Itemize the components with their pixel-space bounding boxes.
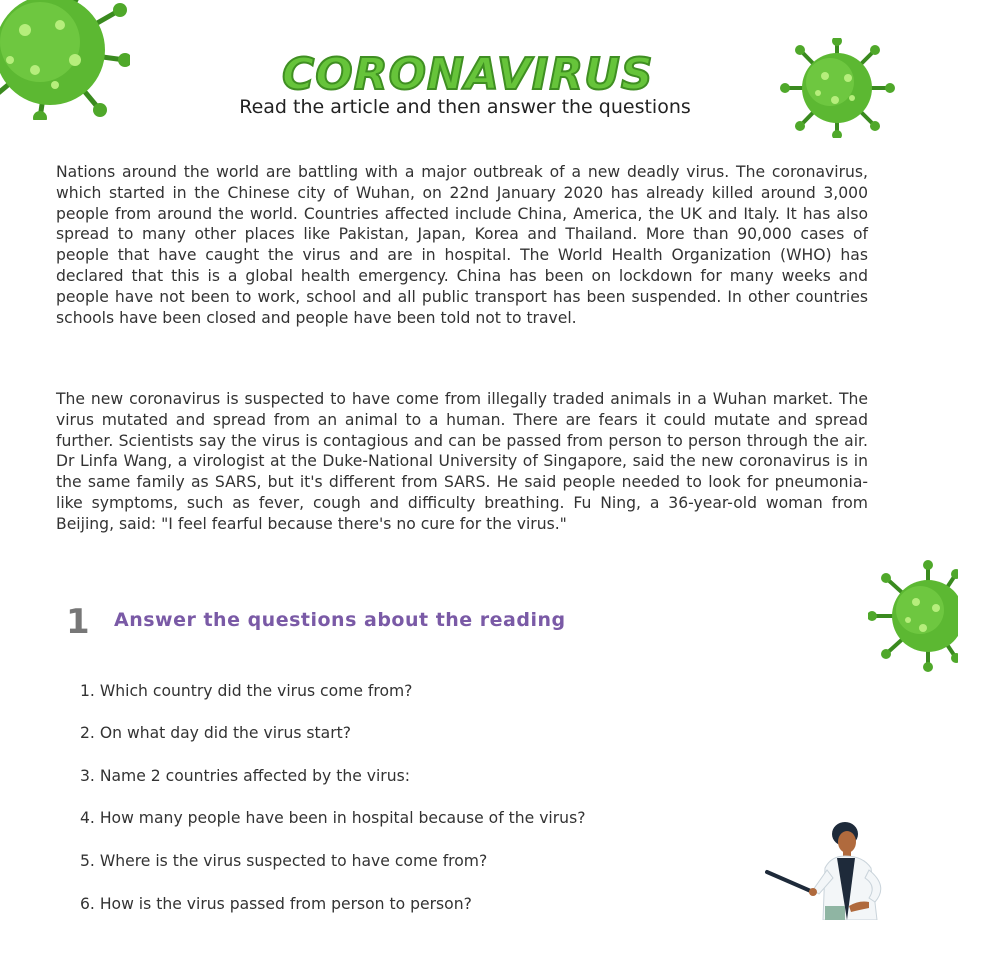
question-item: 6. How is the virus passed from person to person?	[80, 895, 472, 913]
question-item: 5. Where is the virus suspected to have come from?	[80, 852, 488, 870]
doctor-illustration	[765, 820, 900, 920]
section-number: 1	[66, 602, 90, 642]
page-subtitle: Read the article and then answer the questions	[239, 96, 691, 118]
section-title: Answer the questions about the reading	[114, 609, 566, 631]
question-item: 3. Name 2 countries affected by the virus:	[80, 767, 410, 785]
question-item: 2. On what day did the virus start?	[80, 724, 352, 742]
question-item: 4. How many people have been in hospital because of the virus?	[80, 809, 586, 827]
page-title: CORONAVIRUS	[282, 49, 654, 100]
article-paragraph-2: The new coronavirus is suspected to have come from illegally traded animals in a Wuhan market. The virus mutated and spread from an animal to a human. There are fears it could mutate and spread further. Scientists say the virus is contagious and can be passed from person to person through the air. Dr Linfa Wang, a virologist at the Duke-National University of Singapore, said the new coronavirus is in the same family as SARS, but it's different from SARS. He said people needed to look for pneumonia-like symptoms, such as fever, cough and difficulty breathing. Fu Ning, a 36-year-old woman from Beijing, said: "I feel fearful because there's no cure for the virus."	[56, 390, 868, 533]
virus-icon	[780, 38, 895, 138]
question-item: 1. Which country did the virus come from?	[80, 682, 413, 700]
virus-icon	[0, 0, 130, 120]
article-paragraph-1: Nations around the world are battling with a major outbreak of a new deadly virus. The coronavirus, which started in the Chinese city of Wuhan, on 22nd January 2020 has already killed around 3,000 people from around the world. Countries affected include China, America, the UK and Italy. It has also spread to many other places like Pakistan, Japan, Korea and Thailand. More than 90,000 cases of people that have caught the virus and are in hospital. The World Health Organization (WHO) has declared that this is a global health emergency. China has been on lockdown for many weeks and people have not been to work, school and all public transport has been suspended. In other countries schools have been closed and people have been told not to travel.	[56, 163, 868, 327]
virus-icon	[868, 560, 958, 672]
